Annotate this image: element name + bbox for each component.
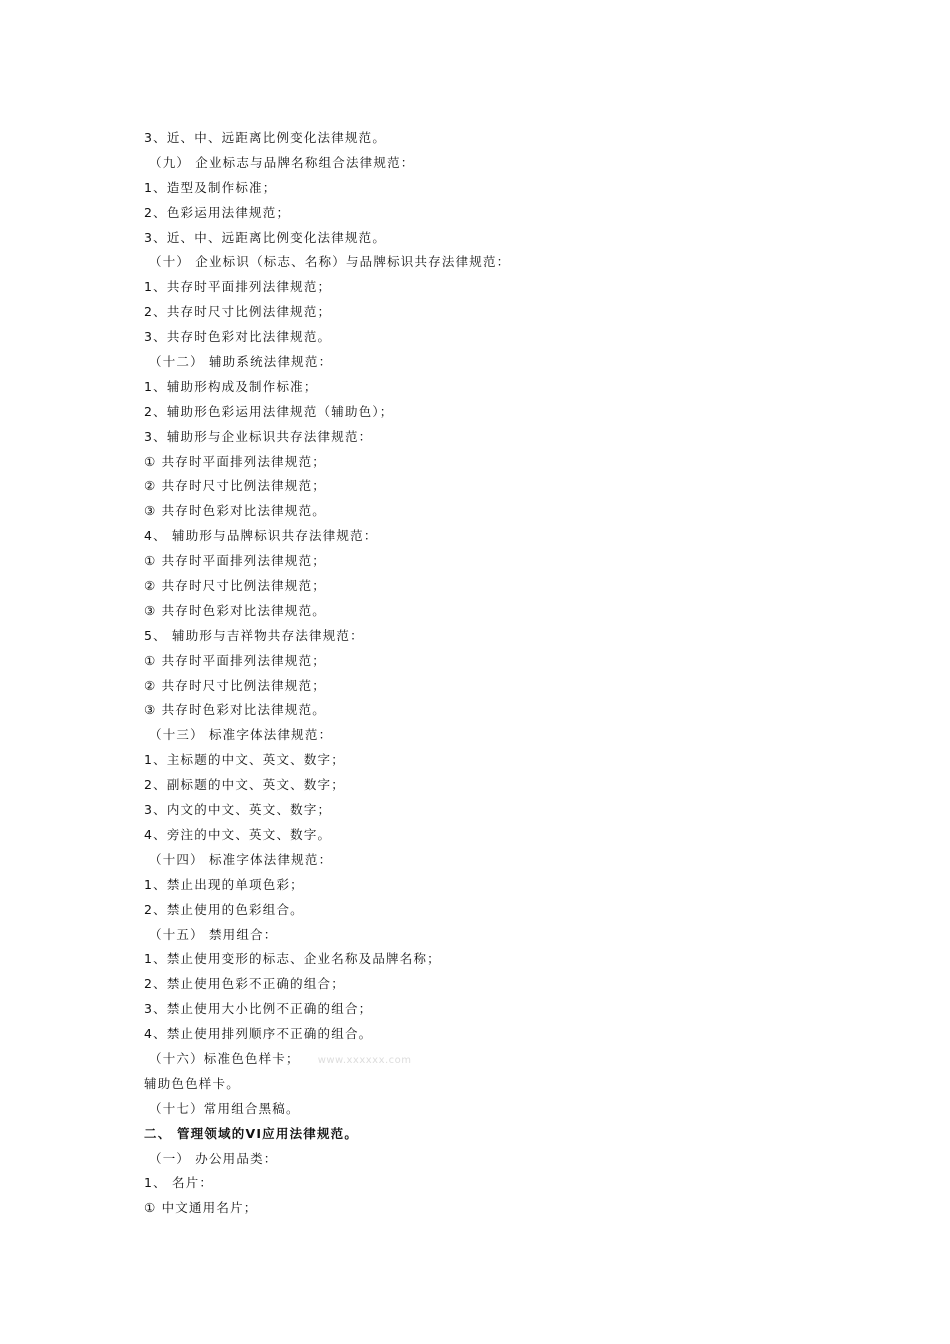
section-heading: （十四） 标准字体法律规范： xyxy=(149,851,333,867)
section-heading: （十七）常用组合黑稿。 xyxy=(149,1100,300,1116)
list-item: ② 共存时尺寸比例法律规范； xyxy=(144,478,326,494)
section-heading: （九） 企业标志与品牌名称组合法律规范： xyxy=(149,154,415,170)
list-item: ③ 共存时色彩对比法律规范。 xyxy=(144,602,326,618)
document-body xyxy=(144,126,824,1221)
list-item: ② 共存时尺寸比例法律规范； xyxy=(144,677,326,693)
list-item: ③ 共存时色彩对比法律规范。 xyxy=(144,702,326,718)
text-line: 3、近、中、远距离比例变化法律规范。 xyxy=(144,229,387,245)
text-line: 2、禁止使用色彩不正确的组合； xyxy=(144,976,345,992)
chapter-heading: 二、 管理领域的VI应用法律规范。 xyxy=(144,1125,359,1141)
list-item: ① 共存时平面排列法律规范； xyxy=(144,453,326,469)
text-line: 2、共存时尺寸比例法律规范； xyxy=(144,304,332,320)
list-item: ① 中文通用名片； xyxy=(144,1200,258,1216)
text-line: 辅助色色样卡。 xyxy=(144,1075,240,1091)
text-line: 2、副标题的中文、英文、数字； xyxy=(144,777,345,793)
section-heading xyxy=(144,1047,824,1072)
list-item: ① 共存时平面排列法律规范； xyxy=(144,553,326,569)
text-line: 3、禁止使用大小比例不正确的组合； xyxy=(144,1001,373,1017)
watermark: www.xxxxxx.com xyxy=(317,1054,412,1066)
text-line: 4、旁注的中文、英文、数字。 xyxy=(144,826,332,842)
text-line: 2、辅助形色彩运用法律规范（辅助色）； xyxy=(144,403,394,419)
text-line: 3、辅助形与企业标识共存法律规范： xyxy=(144,428,373,444)
section-heading: （十三） 标准字体法律规范： xyxy=(149,727,333,743)
text-line: 3、近、中、远距离比例变化法律规范。 xyxy=(144,130,387,145)
section-heading: （十五） 禁用组合： xyxy=(149,926,278,942)
text-line: 3、共存时色彩对比法律规范。 xyxy=(144,329,332,345)
section-heading: （一） 办公用品类： xyxy=(149,1150,278,1166)
text-line: 5、 辅助形与吉祥物共存法律规范： xyxy=(144,627,364,643)
section-heading: （十二） 辅助系统法律规范： xyxy=(149,354,333,370)
section-heading: （十） 企业标识（标志、名称）与品牌标识共存法律规范： xyxy=(149,254,511,270)
text-line: 2、禁止使用的色彩组合。 xyxy=(144,901,304,917)
list-item: ① 共存时平面排列法律规范； xyxy=(144,652,326,668)
text-line: 4、 辅助形与品牌标识共存法律规范： xyxy=(144,528,378,544)
text-line: 1、禁止出现的单项色彩； xyxy=(144,876,304,892)
text-line: 2、色彩运用法律规范； xyxy=(144,204,291,220)
section-heading-text: （十六）标准色色样卡； xyxy=(149,1050,300,1066)
list-item: ② 共存时尺寸比例法律规范； xyxy=(144,578,326,594)
text-line: 4、禁止使用排列顺序不正确的组合。 xyxy=(144,1026,373,1042)
text-line: 1、 名片： xyxy=(144,1175,214,1191)
text-line: 1、造型及制作标准； xyxy=(144,179,277,195)
text-line: 1、禁止使用变形的标志、企业名称及品牌名称； xyxy=(144,951,441,967)
text-line: 3、内文的中文、英文、数字； xyxy=(144,802,332,818)
text-line: 1、主标题的中文、英文、数字； xyxy=(144,752,345,768)
text-line: 1、辅助形构成及制作标准； xyxy=(144,378,318,394)
text-line: 1、共存时平面排列法律规范； xyxy=(144,279,332,295)
list-item: ③ 共存时色彩对比法律规范。 xyxy=(144,503,326,519)
